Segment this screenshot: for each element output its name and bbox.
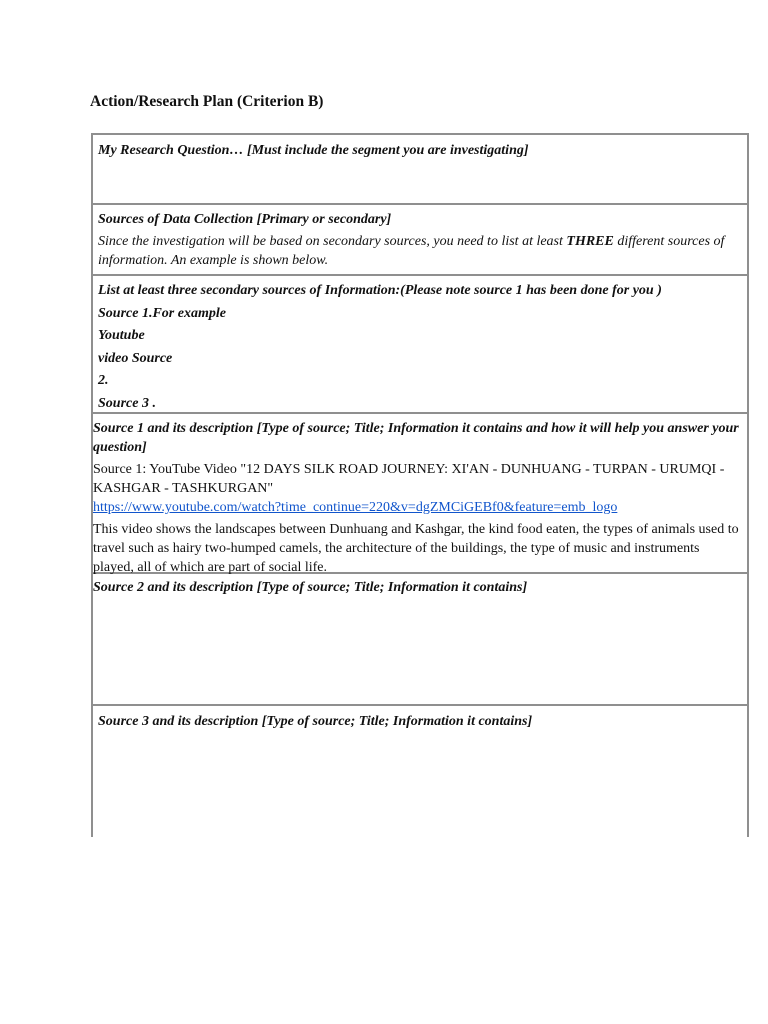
source1-description: This video shows the landscapes between Dunhuang and Kashgar, the kind food eaten, the types of animals used to travel such as hairy two-humped camels, the architecture of the buildings, the type of music and instruments played, all of which are part of social life. — [93, 522, 739, 575]
source-list-row[interactable] — [93, 276, 747, 414]
instructions-text-start: Since the investigation will be based on secondary sources, you need to list at least — [98, 234, 567, 249]
source1-row[interactable] — [93, 414, 747, 574]
source1-link[interactable]: https://www.youtube.com/watch?time_continue=220&v=dgZMCiGEBf0&feature=emb_logo — [93, 500, 618, 515]
source-list-item: video Source — [98, 350, 173, 366]
source3-heading: Source 3 and its description [Type of source; Title; Information it contains] — [98, 714, 533, 729]
instructions-emphasis: THREE — [566, 234, 614, 249]
research-question-heading: My Research Question… [Must include the segment you are investigating] — [98, 143, 529, 158]
source2-row[interactable] — [93, 574, 747, 706]
data-collection-heading: Sources of Data Collection [Primary or secondary] — [98, 212, 392, 227]
data-collection-row[interactable] — [93, 205, 747, 276]
source-list-heading: List at least three secondary sources of Information:(Please note source 1 has been done for you ) — [98, 283, 662, 298]
source2-heading: Source 2 and its description [Type of source; Title; Information it contains] — [93, 580, 528, 595]
instructions-text-end: different sources of information. An example is shown below. — [98, 234, 725, 268]
source-list-item: Source 3 . — [98, 395, 156, 411]
data-collection-instructions — [98, 232, 741, 270]
research-question-row[interactable] — [93, 135, 747, 205]
source3-row[interactable] — [93, 706, 747, 837]
research-plan-table — [91, 133, 749, 837]
source-list-item: 2. — [98, 373, 109, 388]
source-list-item: Youtube — [98, 328, 145, 343]
source1-heading: Source 1 and its description [Type of source; Title; Information it contains and how it will help you answer your question] — [93, 421, 739, 455]
source1-title: Source 1: YouTube Video "12 DAYS SILK ROAD JOURNEY: XI'AN - DUNHUANG - TURPAN - URUMQI - KASHGAR - TASHKURGAN" — [93, 462, 725, 496]
source-list-item: Source 1.For example — [98, 305, 226, 321]
page-title: Action/Research Plan (Criterion B) — [90, 93, 324, 110]
